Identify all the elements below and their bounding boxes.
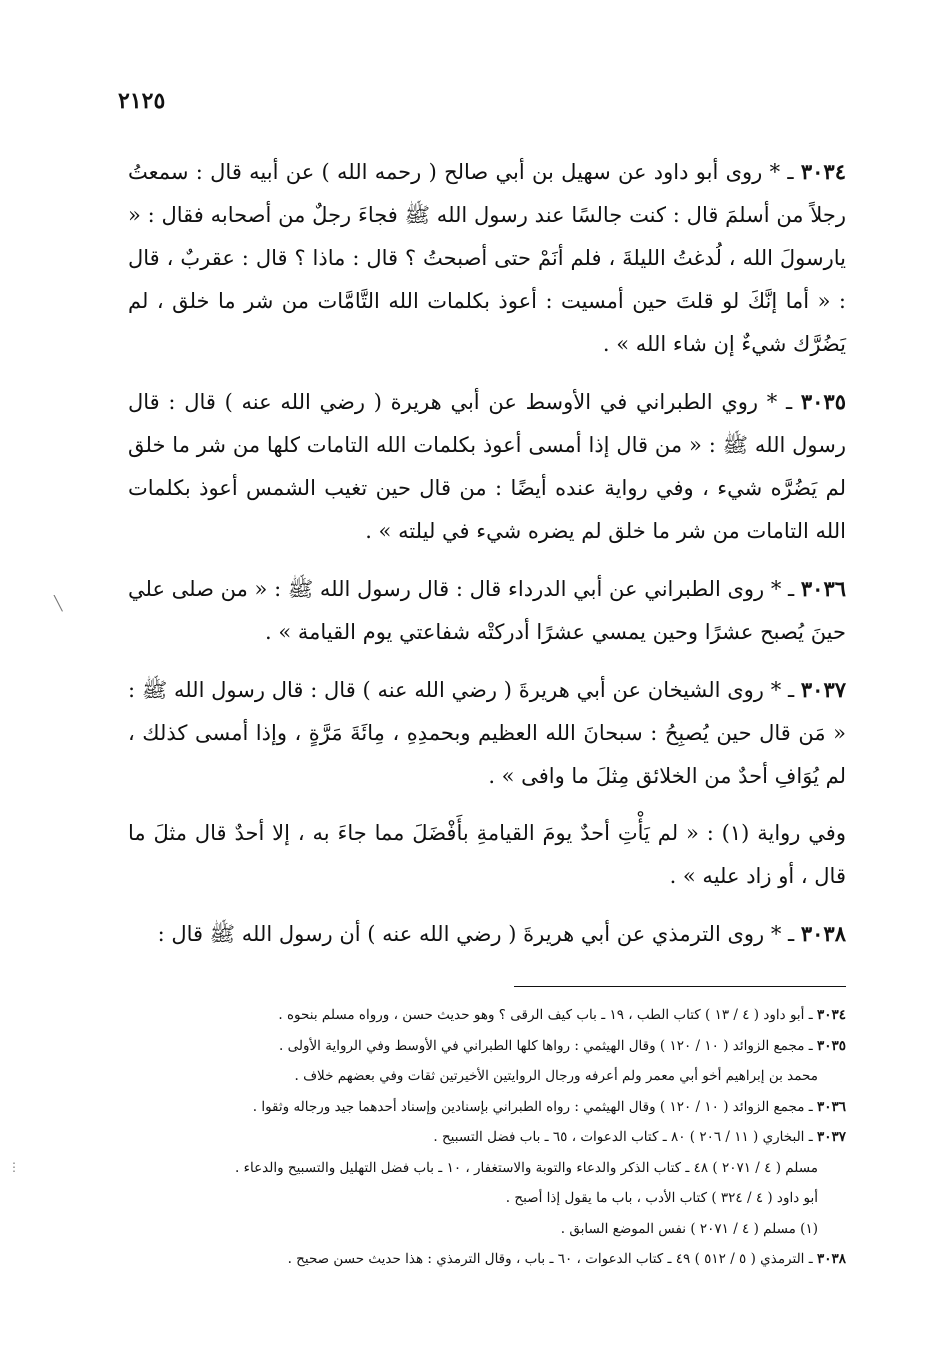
hadith-text: روى الترمذي عن أبي هريرةَ ( رضي الله عنه ) أن رسول الله ﷺ قال : <box>157 922 765 946</box>
hadith-number: ٣٠٣٧ <box>800 677 847 702</box>
footnote: ٣٠٣٧ ـ البخاري ( ١١ / ٢٠٦ ) ٨٠ ـ كتاب الدعوات ، ٦٥ ـ باب فضل التسبيح . <box>433 1129 846 1145</box>
footnote: ٣٠٣٨ ـ الترمذي ( ٥ / ٥١٢ ) ٤٩ ـ كتاب الدعوات ، ٦٠ ـ باب ، وقال الترمذي : هذا حديث حسن صحيح . <box>287 1251 846 1267</box>
footnote-continuation <box>128 1214 846 1245</box>
footnote-text: أبو داود ( ٤ / ٣٢٤ ) كتاب الأدب ، باب ما يقول إذا أصبح . <box>505 1190 818 1206</box>
hadith-variant <box>128 812 846 898</box>
footnote-text: الترمذي ( ٥ / ٥١٢ ) ٤٩ ـ كتاب الدعوات ، ٦٠ ـ باب ، وقال الترمذي : هذا حديث حسن صحيح . <box>287 1251 805 1267</box>
footnote-text: (١) مسلم ( ٤ / ٢٠٧١ ) نفس الموضع السابق . <box>560 1220 818 1237</box>
main-text <box>128 150 846 970</box>
hadith-text: وفي رواية (١) : « لم يَأْتِ أحدٌ يومَ القيامةِ بأَفْضَلَ مما جاءَ به ، إلا أحدٌ قال مثلَ ما قال ، أو زاد عليه » . <box>128 821 846 888</box>
scan-mark: ⋮ <box>8 1160 20 1174</box>
footnote-number: ٣٠٣٦ <box>816 1098 846 1115</box>
footnote-number: ٣٠٣٧ <box>816 1129 846 1145</box>
hadith-text: روى أبو داود عن سهيل بن أبي صالح ( رحمه الله ) عن أبيه قال : سمعتُ رجلاً من أسلمَ قال : كنت جالسًا عند رسول الله ﷺ فجاءَ رجلٌ من أصحابه فقال : « يارسولَ الله ، لُدغتُ الليلةَ ، فلم أنَمْ حتى أصبحتُ ؟ قال : ماذا ؟ قال : عقربٌ ، قال : « أما إنَّكَ لو قلتَ حين أمسيت : أعوذ بكلمات الله التَّامَّات من شر ما خلق ، لم يَضُرَّك شيءٌ إن شاء الله » . <box>128 160 846 356</box>
footnotes <box>128 1000 846 1275</box>
hadith-entry: ٣٠٣٨ ـ * روى الترمذي عن أبي هريرةَ ( رضي الله عنه ) أن رسول الله ﷺ قال : <box>157 921 846 946</box>
hadith-entry: ٣٠٣٦ ـ * روى الطبراني عن أبي الدرداء قال : قال رسول الله ﷺ : « من صلى علي حينَ يُصبح عشرًا وحين يمسي عشرًا أدركتْه شفاعتي يوم القيامة » . <box>128 576 847 644</box>
hadith-number: ٣٠٣٨ <box>800 921 846 946</box>
footnote-divider <box>514 986 846 987</box>
footnote-text: محمد بن إبراهيم أخو أبي معمر ولم أعرفه ورجال الروايتين الأخيرتين ثقات وفي بعضهم خلاف . <box>294 1068 818 1084</box>
footnote-number: ٣٠٣٥ <box>816 1037 846 1054</box>
footnote-text: مجمع الزوائد ( ١٠ / ١٢٠ ) وقال الهيثمي : رواه الطبراني بإسنادين وإسناد أحدهما جيد ورجاله وثقوا . <box>252 1098 805 1115</box>
hadith-entry: ٣٠٣٤ ـ * روى أبو داود عن سهيل بن أبي صالح ( رحمه الله ) عن أبيه قال : سمعتُ رجلاً من أسلمَ قال : كنت جالسًا عند رسول الله ﷺ فجاءَ رجلٌ من أصحابه فقال : « يارسولَ الله ، لُدغتُ الليلةَ ، فلم أنَمْ حتى أصبحتُ ؟ قال : ماذا ؟ قال : عقربٌ ، قال : « أما إنَّكَ لو قلتَ حين أمسيت : أعوذ بكلمات الله التَّامَّات من شر ما خلق ، لم يَضُرَّك شيءٌ إن شاء الله » . <box>128 159 846 356</box>
footnote: ٣٠٣٦ ـ مجمع الزوائد ( ١٠ / ١٢٠ ) وقال الهيثمي : رواه الطبراني بإسنادين وإسناد أحدهما جيد ورجاله وثقوا . <box>252 1098 846 1115</box>
footnote-text: مجمع الزوائد ( ١٠ / ١٢٠ ) وقال الهيثمي : رواها كلها الطبراني في الأوسط وفي الرواية الأولى . <box>279 1037 805 1054</box>
page-number: ٢١٢٥ <box>118 88 166 114</box>
footnote-text: أبو داود ( ٤ / ١٣ ) كتاب الطب ، ١٩ ـ باب كيف الرقى ؟ وهو حديث حسن ، ورواه مسلم بنحوه . <box>278 1007 805 1023</box>
footnote-number: ٣٠٣٨ <box>816 1251 846 1267</box>
hadith-number: ٣٠٣٤ <box>800 159 846 184</box>
hadith-text: روي الطبراني في الأوسط عن أبي هريرة ( رضي الله عنه ) قال : قال رسول الله ﷺ : « من قال إذا أمسى أعوذ بكلمات الله التامات كلها من شر ما خلق لم يَضُرَّه شيء ، وفي رواية عنده أيضًا : من قال حين تغيب الشمس أعوذ بكلمات الله التامات من شر ما خلق لم يضره شيء في ليلته » . <box>128 390 846 543</box>
footnote: ٣٠٣٤ ـ أبو داود ( ٤ / ١٣ ) كتاب الطب ، ١٩ ـ باب كيف الرقى ؟ وهو حديث حسن ، ورواه مسلم بنحوه . <box>278 1007 846 1023</box>
hadith-entry: ٣٠٣٧ ـ * روى الشيخان عن أبي هريرةَ ( رضي الله عنه ) قال : قال رسول الله ﷺ : « مَن قال حين يُصبِحُ : سبحانَ الله العظيم وبحمدِهِ ، مِائَةَ مَرَّةٍ ، وإذا أمسى كذلك ، لم يُوَافِ أحدٌ من الخلائق مِثلَ ما وافى » . <box>128 677 847 788</box>
footnote: ٣٠٣٥ ـ مجمع الزوائد ( ١٠ / ١٢٠ ) وقال الهيثمي : رواها كلها الطبراني في الأوسط وفي الرواية الأولى . <box>279 1037 846 1054</box>
hadith-number: ٣٠٣٥ <box>800 389 846 414</box>
footnote-continuation <box>128 1183 846 1214</box>
hadith-text: روى الطبراني عن أبي الدرداء قال : قال رسول الله ﷺ : « من صلى علي حينَ يُصبح عشرًا وحين يمسي عشرًا أدركتْه شفاعتي يوم القيامة » . <box>128 577 846 644</box>
footnote-text: البخاري ( ١١ / ٢٠٦ ) ٨٠ ـ كتاب الدعوات ، ٦٥ ـ باب فضل التسبيح . <box>433 1129 805 1145</box>
hadith-text: روى الشيخان عن أبي هريرةَ ( رضي الله عنه ) قال : قال رسول الله ﷺ : « مَن قال حين يُصبِحُ : سبحانَ الله العظيم وبحمدِهِ ، مِائَةَ مَرَّةٍ ، وإذا أمسى كذلك ، لم يُوَافِ أحدٌ من الخلائق مِثلَ ما وافى » . <box>128 678 846 788</box>
footnote-text: مسلم ( ٤ / ٢٠٧١ ) ٤٨ ـ كتاب الذكر والدعاء والتوبة والاستغفار ، ١٠ ـ باب فضل التهليل والتسبيح والدعاء . <box>235 1159 818 1176</box>
footnote-continuation <box>128 1153 846 1184</box>
footnote-continuation <box>128 1061 846 1092</box>
hadith-entry: ٣٠٣٥ ـ * روي الطبراني في الأوسط عن أبي هريرة ( رضي الله عنه ) قال : قال رسول الله ﷺ : « من قال إذا أمسى أعوذ بكلمات الله التامات كلها من شر ما خلق لم يَضُرَّه شيء ، وفي رواية عنده أيضًا : من قال حين تغيب الشمس أعوذ بكلمات الله التامات من شر ما خلق لم يضره شيء في ليلته » . <box>128 389 846 543</box>
scan-mark: ╲ <box>54 596 63 612</box>
footnote-number: ٣٠٣٤ <box>816 1007 846 1023</box>
hadith-number: ٣٠٣٦ <box>800 576 847 601</box>
